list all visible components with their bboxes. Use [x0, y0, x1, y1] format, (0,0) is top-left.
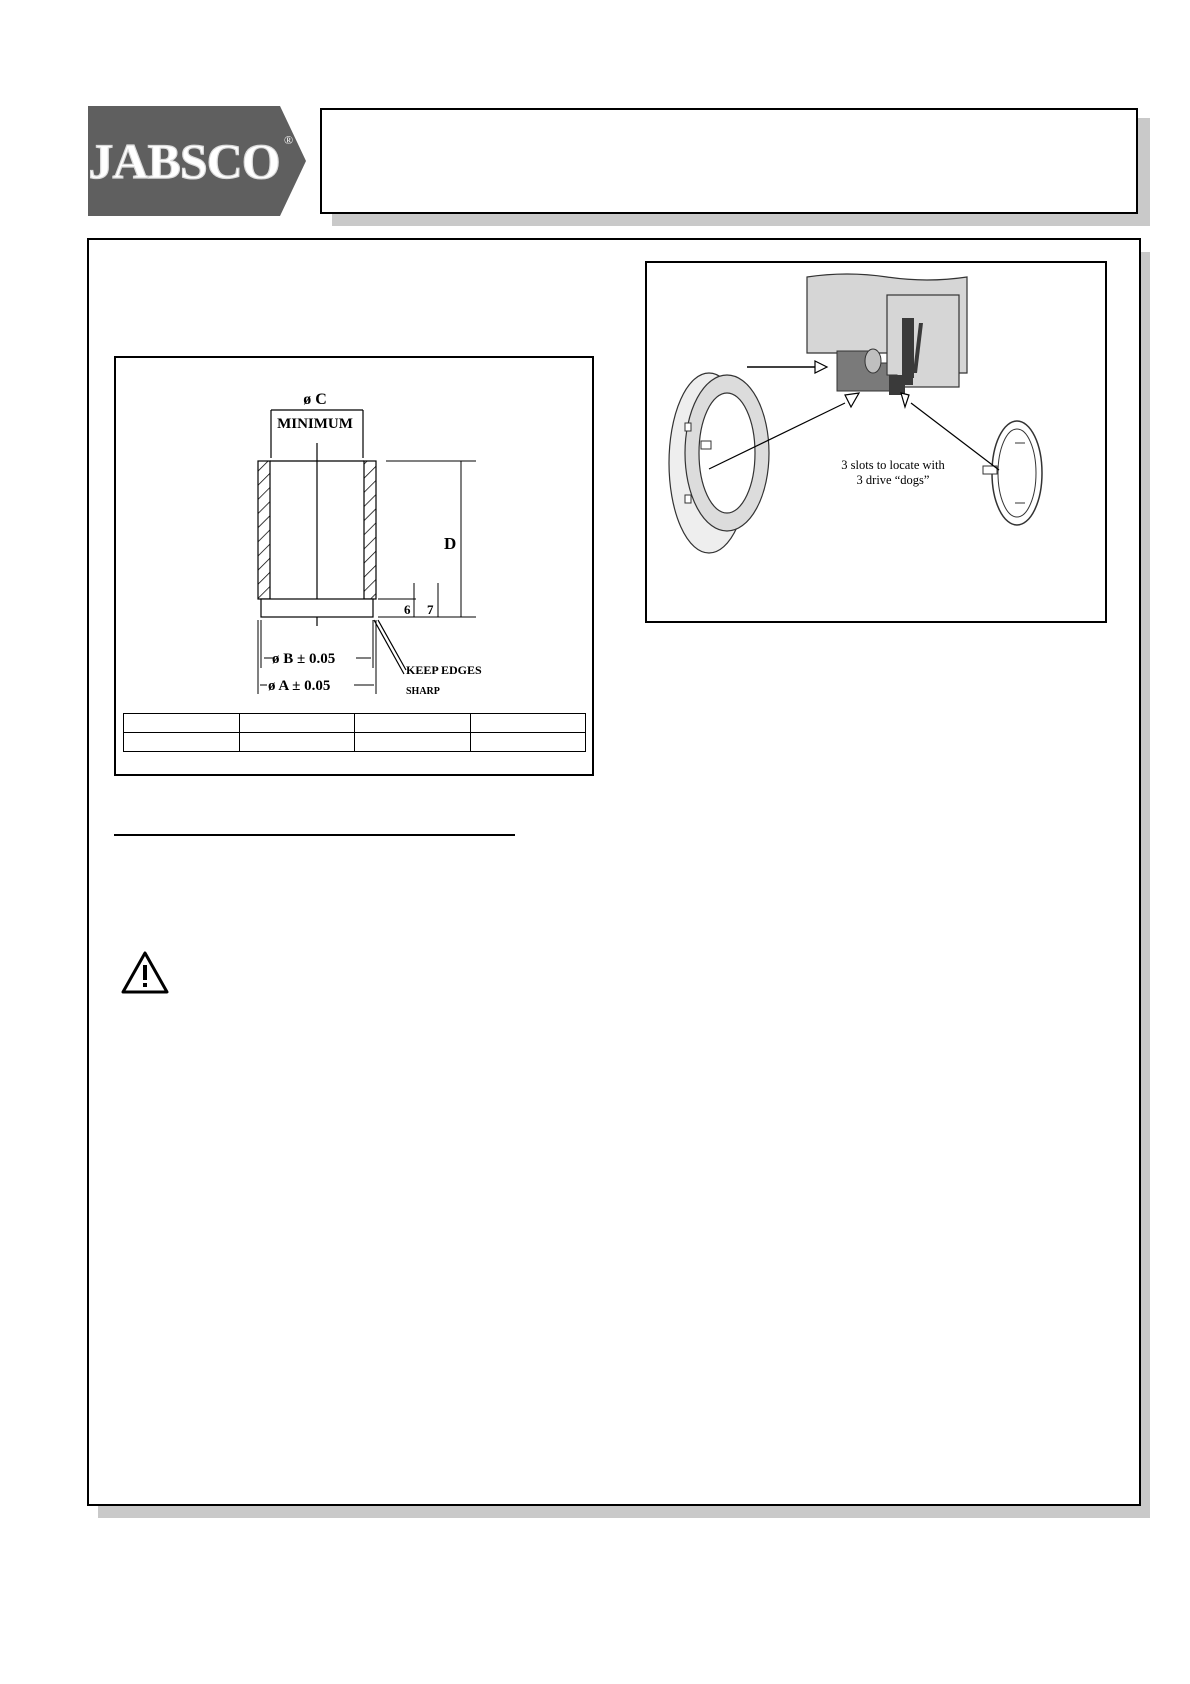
- dim-a-label: ø A ± 0.05: [268, 678, 331, 694]
- table-cell: [470, 733, 586, 752]
- dim-b-label: ø B ± 0.05: [272, 651, 336, 667]
- sharp-label: SHARP: [406, 686, 440, 697]
- dim-7-label: 7: [427, 602, 434, 617]
- section-heading-underline: [114, 834, 515, 836]
- table-cell: [239, 714, 355, 733]
- table-cell: [355, 733, 471, 752]
- jabsco-logo: [88, 106, 306, 216]
- seal-figure-panel: [645, 261, 1107, 623]
- callout-line-2: 3 drive “dogs”: [856, 473, 930, 487]
- table-cell: [124, 714, 240, 733]
- table-cell: [470, 714, 586, 733]
- title-box: [320, 108, 1138, 214]
- dim-6-label: 6: [404, 602, 411, 617]
- warning-icon: [120, 950, 170, 996]
- table-row: [124, 733, 586, 752]
- table-cell: [239, 733, 355, 752]
- dim-d-label: D: [444, 534, 457, 553]
- brand-name: JABSCO: [88, 133, 280, 189]
- table-cell: [355, 714, 471, 733]
- tool-dimension-table: [123, 713, 586, 752]
- callout-line-1: 3 slots to locate with: [841, 458, 945, 472]
- registered-mark: ®: [284, 133, 294, 147]
- table-row: [124, 714, 586, 733]
- dim-c-label: ø C: [303, 391, 327, 408]
- keep-edges-label: KEEP EDGES: [406, 663, 482, 677]
- tool-drawing-panel: [114, 356, 594, 776]
- minimum-label: MINIMUM: [277, 416, 353, 432]
- tool-drawing: [116, 358, 592, 708]
- table-cell: [124, 733, 240, 752]
- seal-figure: [647, 263, 1105, 621]
